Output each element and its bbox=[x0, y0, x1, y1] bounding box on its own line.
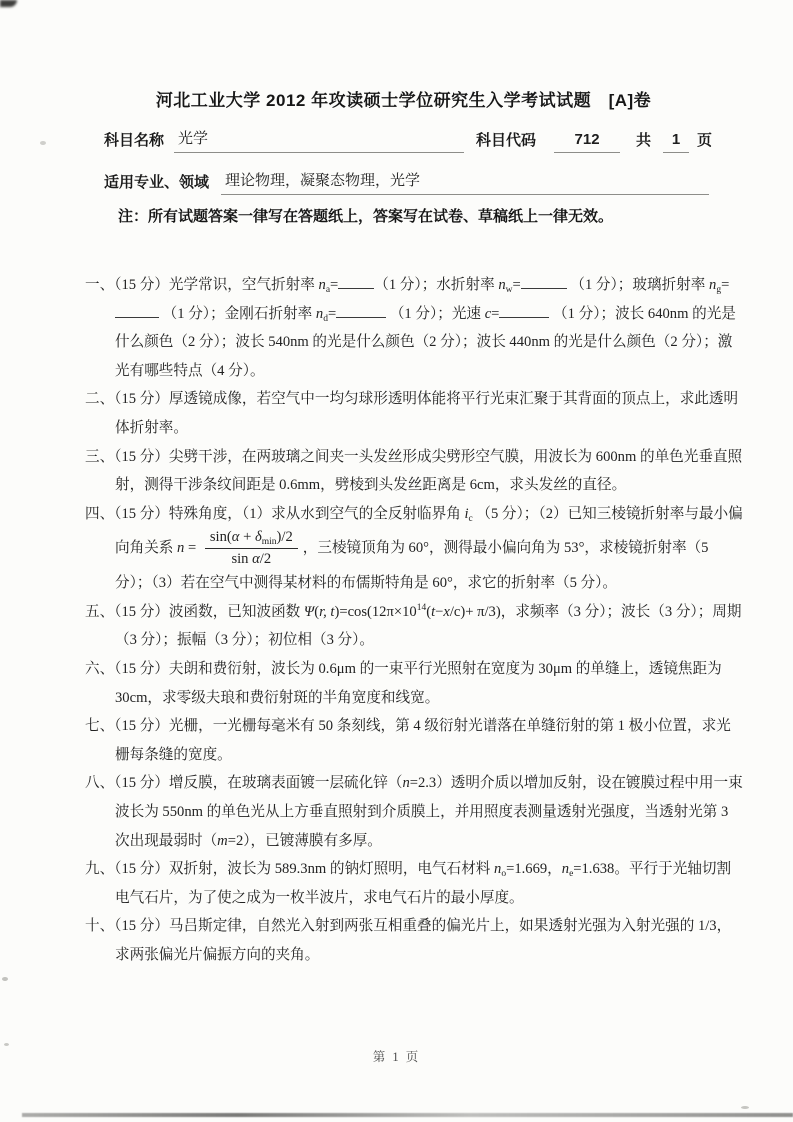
scan-artifact-speck bbox=[741, 1106, 749, 1109]
question-text: （15 分）增反膜，在玻璃表面镀一层硫化锌（n=2.3）透明介质以增加反射，设在镀膜过程中用一束波长为 550nm 的单色光从上方垂直照射到介质膜上，并用照度表测量透射光强度，当透射光第 3 次出现最弱时（m=2），已镀薄膜有多厚。 bbox=[114, 775, 743, 849]
question-3 bbox=[85, 443, 743, 500]
question-2 bbox=[85, 385, 743, 442]
subject-code-value: 712 bbox=[554, 131, 620, 153]
question-number: 二、 bbox=[85, 391, 115, 408]
question-text: （15 分）双折射，波长为 589.3nm 的钠灯照明，电气石材料 $n_o=1.669$，$n_e=1.638$。平行于光轴切割电气石片，为了使之成为一枚半波片，求电气石片的最小厚度。 bbox=[114, 861, 732, 906]
page-number: 第 1 页 bbox=[372, 1050, 421, 1064]
scan-artifact-top-left bbox=[0, 0, 17, 7]
question-7 bbox=[85, 712, 743, 769]
page-title: 河北工业大学 2012 年攻读硕士学位研究生入学考试试题 [A]卷 bbox=[155, 91, 652, 110]
subject-code-label: 科目代码 bbox=[476, 132, 537, 149]
field-label: 适用专业、领域 bbox=[104, 174, 210, 191]
question-10 bbox=[85, 912, 743, 969]
header-row-field bbox=[104, 169, 728, 195]
question-number: 十、 bbox=[85, 918, 115, 935]
question-number: 六、 bbox=[85, 661, 115, 678]
question-text: （15 分）波函数，已知波函数 Ψ(r, $t)=\cos(12\pi\times 10^{14}(t-x/c)+ \pi/3)$，求频率（3 分）；波长（3 分）；周期（3 分）；振幅（3 分）；初位相（3 分）。 bbox=[114, 602, 742, 649]
question-number: 九、 bbox=[85, 861, 115, 878]
question-text: （15 分）光学常识，空气折射率 $n_a= (1$ 分）；水折射率 $n_w= (1$ 分）；玻璃折射率 $n_g= (1$ 分）；金刚石折射率 $n_d= (1$ 分）；光速 c= （1 分）；波长 640nm 的光是什么颜色（2 分）；波长 540nm 的光是什么颜色（2 分）；波长 440nm 的光是什么颜色（2 分）；激光有哪些特点（4 分）。 bbox=[114, 277, 736, 379]
question-4 bbox=[85, 500, 743, 598]
question-number: 八、 bbox=[85, 775, 115, 792]
pages-total-value: 1 bbox=[663, 131, 689, 153]
question-6 bbox=[85, 655, 743, 712]
scan-artifact-speck bbox=[40, 141, 46, 145]
question-number: 七、 bbox=[85, 718, 115, 735]
question-number: 一、 bbox=[85, 277, 115, 293]
scan-artifact-bottom-edge bbox=[22, 1113, 793, 1117]
question-text: （15 分）尖劈干涉，在两玻璃之间夹一头发丝形成尖劈形空气膜，用波长为 600nm 的单色光垂直照射，测得干涉条纹间距是 0.6mm，劈棱到头发丝距离是 6cm，求头发丝的直径。 bbox=[114, 448, 743, 494]
scan-artifact-speck bbox=[4, 1043, 9, 1046]
question-text: （15 分）特殊角度，（1）求从水到空气的全反射临界角 $i_c$ （5 分）；（2）已知三棱镜折射率与最小偏向角关系 n = $\frac{\sin(\alpha + \delta_{min})/2}{\text{sin α/2}}$ ，三棱镜顶角为 60°，测得最小偏向角为 53°，求棱镜折射率（5 分）；（3）若在空气中测得某材料的布儒斯特角是 60°，求它的折射率（5 分）。 bbox=[114, 505, 743, 592]
pages-unit-label: 页 bbox=[697, 132, 713, 149]
question-text: （15 分）马吕斯定律，自然光入射到两张互相重叠的偏光片上，如果透射光强为入射光强的 1/3，求两张偏光片偏振方向的夹角。 bbox=[114, 918, 732, 963]
question-5 bbox=[85, 598, 743, 655]
question-list bbox=[85, 271, 743, 970]
question-9 bbox=[85, 855, 743, 912]
pages-total-label: 共 bbox=[636, 132, 652, 149]
field-value: 理论物理，凝聚态物理，光学 bbox=[221, 169, 709, 195]
scan-artifact-speck bbox=[2, 977, 8, 981]
question-number: 四、 bbox=[85, 505, 115, 522]
question-number: 三、 bbox=[85, 448, 115, 465]
subject-name-value: 光学 bbox=[174, 127, 464, 153]
subject-name-label: 科目名称 bbox=[104, 132, 165, 149]
question-8 bbox=[85, 769, 743, 855]
question-number: 五、 bbox=[85, 603, 115, 620]
header-row-subject bbox=[104, 127, 728, 153]
question-text: （15 分）夫朗和费衍射，波长为 0.6μm 的一束平行光照射在宽度为 30μm 的单缝上，透镜焦距为 30cm，求零级夫琅和费衍射斑的半角宽度和线宽。 bbox=[114, 661, 722, 706]
exam-note: 注：所有试题答案一律写在答题纸上，答案写在试卷、草稿纸上一律无效。 bbox=[118, 208, 614, 225]
question-text: （15 分）光栅，一光栅每毫米有 50 条刻线，第 4 级衍射光谱落在单缝衍射的第 1 极小位置，求光栅每条缝的宽度。 bbox=[114, 718, 731, 763]
question-text: （15 分）厚透镜成像，若空气中一均匀球形透明体能将平行光束汇聚于其背面的顶点上，求此透明体折射率。 bbox=[114, 391, 739, 436]
question-1 bbox=[85, 271, 743, 385]
